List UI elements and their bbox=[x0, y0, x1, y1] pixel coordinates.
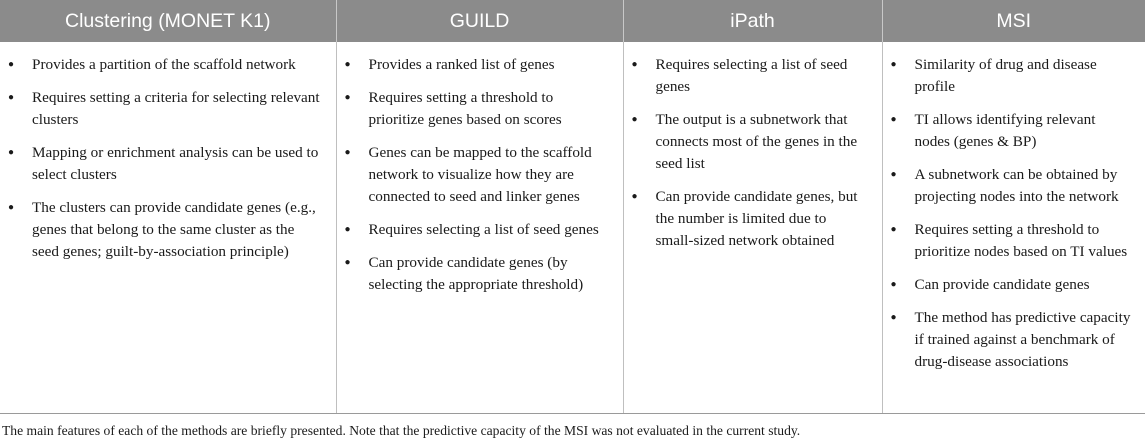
clustering-feature-list bbox=[8, 54, 322, 263]
cell-ipath bbox=[623, 42, 882, 414]
list-item: ● Provides a ranked list of genes bbox=[345, 54, 609, 76]
cell-guild bbox=[336, 42, 623, 414]
header-msi: MSI bbox=[882, 0, 1145, 42]
list-item: ● Genes can be mapped to the scaffold network to visualize how they are connected to seed and linker genes bbox=[345, 142, 609, 208]
cell-clustering bbox=[0, 42, 336, 414]
list-item: ● A subnetwork can be obtained by projecting nodes into the network bbox=[891, 164, 1132, 208]
list-item: ● Requires selecting a list of seed genes bbox=[345, 219, 609, 241]
msi-feature-list bbox=[891, 54, 1132, 373]
guild-feature-list bbox=[345, 54, 609, 296]
list-item: ● Provides a partition of the scaffold network bbox=[8, 54, 322, 76]
list-item: ● TI allows identifying relevant nodes (genes & BP) bbox=[891, 109, 1132, 153]
header-clustering: Clustering (MONET K1) bbox=[0, 0, 336, 42]
list-item: ● Can provide candidate genes (by selecting the appropriate threshold) bbox=[345, 252, 609, 296]
list-item: ● Requires setting a criteria for selecting relevant clusters bbox=[8, 87, 322, 131]
list-item: ● Requires setting a threshold to prioritize nodes based on TI values bbox=[891, 219, 1132, 263]
table-caption: The main features of each of the methods are briefly presented. Note that the predictive capacity of the MSI was not evaluated in the current study. bbox=[2, 423, 801, 438]
header-guild: GUILD bbox=[336, 0, 623, 42]
list-item: ● Mapping or enrichment analysis can be used to select clusters bbox=[8, 142, 322, 186]
features-row bbox=[0, 42, 1145, 414]
header-ipath: iPath bbox=[623, 0, 882, 42]
list-item: ● Requires selecting a list of seed genes bbox=[632, 54, 868, 98]
cell-msi bbox=[882, 42, 1145, 414]
list-item: ● Similarity of drug and disease profile bbox=[891, 54, 1132, 98]
list-item: ● Can provide candidate genes, but the number is limited due to small-sized network obtained bbox=[632, 186, 868, 252]
list-item: ● The clusters can provide candidate genes (e.g., genes that belong to the same cluster as the seed genes; guilt-by-association principle) bbox=[8, 197, 322, 263]
ipath-feature-list bbox=[632, 54, 868, 252]
list-item: ● Requires setting a threshold to prioritize genes based on scores bbox=[345, 87, 609, 131]
list-item: ● Can provide candidate genes bbox=[891, 274, 1132, 296]
header-row bbox=[0, 0, 1145, 42]
list-item: ● The output is a subnetwork that connects most of the genes in the seed list bbox=[632, 109, 868, 175]
list-item: ● The method has predictive capacity if trained against a benchmark of drug-disease associations bbox=[891, 307, 1132, 373]
